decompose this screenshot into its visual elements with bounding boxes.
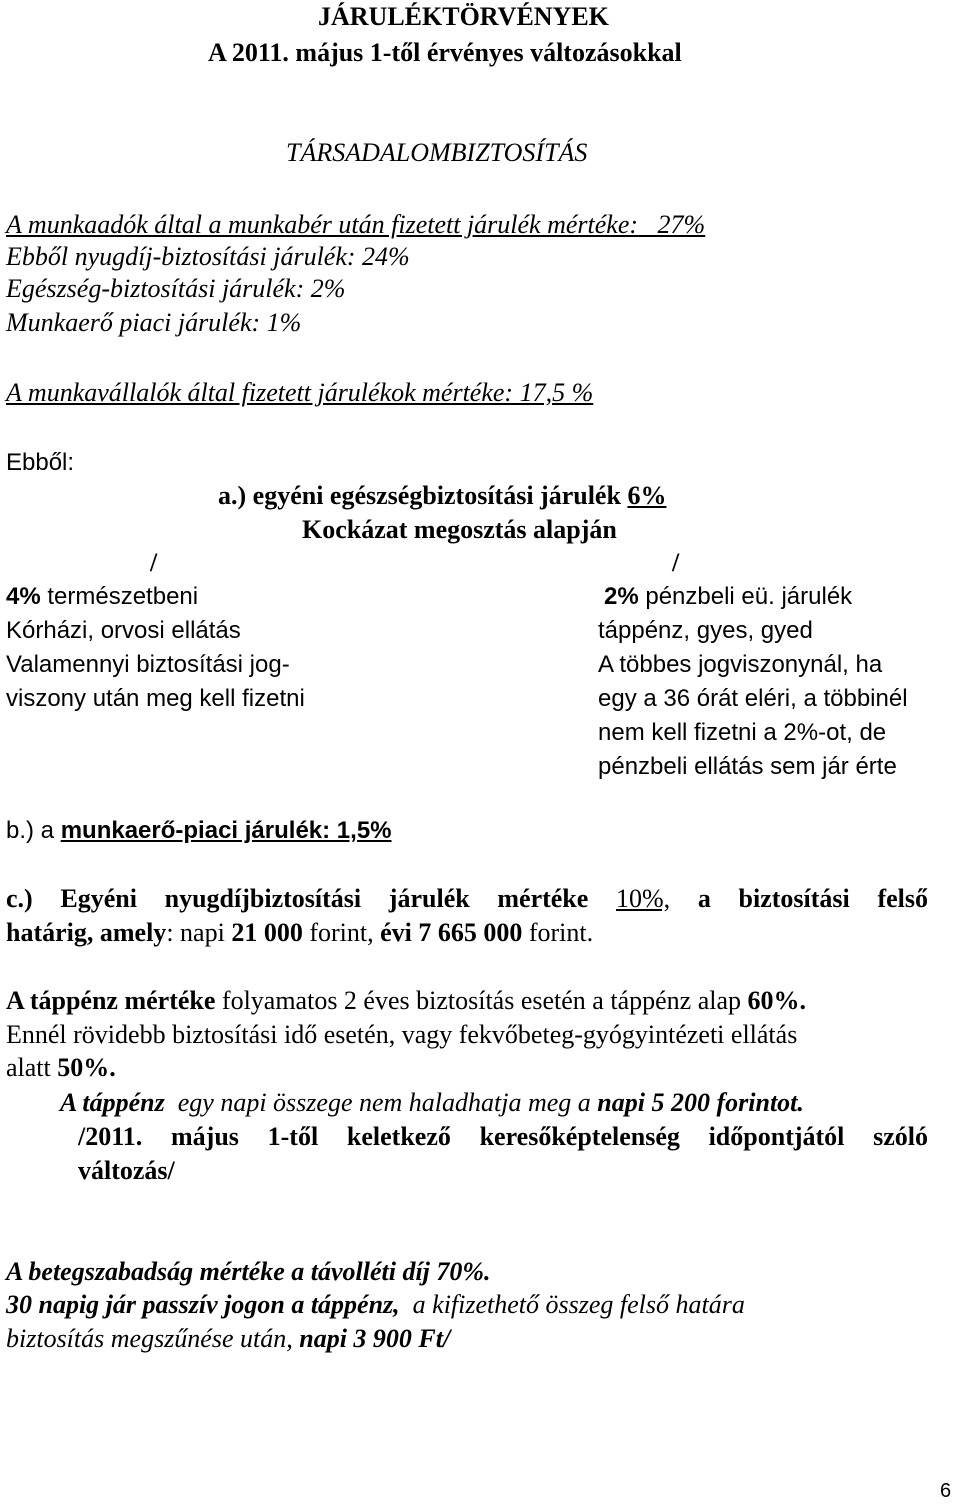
section-title: TÁRSADALOMBIZTOSÍTÁS [286,138,588,167]
sick-pay-limit-label: A táppénz [60,1088,165,1117]
pension-employee-line-2 [6,918,593,948]
pension-cap-currency: forint, [309,918,374,947]
in-kind-label: természetbeni [47,583,199,610]
pension-cap-currency-2: forint. [528,918,594,947]
employer-contribution [6,210,705,240]
in-kind-title [6,582,198,612]
labour-market-contribution: Munkaerő piaci járulék: 1% [6,308,302,337]
sick-pay-label: A táppénz mértéke [6,986,216,1015]
sick-pay-note-1: /2011. május 1-től keletkező keresőképtelenség időpontjától szóló [78,1122,928,1151]
in-kind-rate: 4% [6,583,41,610]
sick-pay-short-rate: 50%. [57,1053,116,1082]
labour-market-employee-line [6,816,392,846]
in-kind-line: viszony után meg kell fizetni [6,685,305,712]
sick-pay-limit-text: egy napi összege nem haladhatja meg a [177,1088,591,1117]
labour-market-prefix: b.) a [6,817,55,844]
pension-employee-line-1 [6,884,928,914]
passive-right-text: 30 napig jár passzív jogon a táppénz, [6,1290,400,1319]
risk-sharing-label: Kockázat megosztás alapján [302,515,617,544]
cash-benefit-line: egy a 36 órát eléri, a többinél [598,685,908,712]
sick-pay-note-2: változás/ [78,1156,175,1185]
document-title: JÁRULÉKTÖRVÉNYEK [318,2,609,31]
sick-pay-rate: 60%. [747,986,806,1015]
sick-pay-line-2: Ennél rövidebb biztosítási idő esetén, vagy fekvőbeteg-gyógyintézeti ellátás [6,1020,798,1049]
pension-cap-daily: 21 000 [231,918,303,947]
split-slash-left: / [150,548,158,577]
employer-contribution-text: A munkaadók által a munkabér után fizetett járulék mértéke: [6,210,639,239]
health-insurance-line [218,481,666,511]
cash-benefit-rate: 2% [604,583,639,610]
cash-benefit-title [604,582,852,612]
employer-rate: 27% [657,210,706,239]
pension-cap-daily-label: : napi [166,918,225,947]
pension-employee-text: c.) Egyéni nyugdíjbiztosítási járulék mértéke [6,884,589,913]
payable-limit-text: a kifizethető összeg felső határa [412,1290,745,1319]
cash-benefit-label: pénzbeli eü. járulék [645,583,853,610]
cash-benefit-line: pénzbeli ellátás sem jár érte [598,753,897,780]
pension-cap-yearly: évi 7 665 000 [380,918,523,947]
sick-pay-short-text: alatt [6,1053,51,1082]
sick-pay-line-1 [6,986,806,1016]
pension-contribution: Ebből nyugdíj-biztosítási járulék: 24% [6,242,410,271]
sick-pay-limit-amount: napi 5 200 forintot. [597,1088,804,1117]
daily-limit-text: napi 3 900 Ft/ [299,1324,451,1353]
in-kind-line: Valamennyi biztosítási jog- [6,651,290,678]
sick-pay-text: folyamatos 2 éves biztosítás esetén a táppénz alap [221,986,741,1015]
split-slash-right: / [672,548,680,577]
sick-leave-line-2 [6,1290,745,1320]
cash-benefit-line: táppénz, gyes, gyed [598,617,813,644]
sick-leave-line-3 [6,1324,450,1354]
pension-employee-cap: a biztosítási felső [697,884,928,913]
employee-contribution: A munkavállalók által fizetett járulékok mértéke: 17,5 % [6,378,594,407]
cash-benefit-line: nem kell fizetni a 2%-ot, de [598,719,887,746]
sick-pay-line-4 [60,1088,804,1118]
pension-employee-rate: 10%, [616,884,671,913]
sick-pay-line-3 [6,1053,116,1083]
page-number: 6 [940,1480,952,1502]
health-insurance-text: a.) egyéni egészségbiztosítási járulék [218,481,621,510]
labour-market-rate-text: munkaerő-piaci járulék: 1,5% [60,817,392,844]
pension-cap-text: határig, amely [6,918,167,947]
insurance-end-text: biztosítás megszűnése után, [6,1324,293,1353]
breakdown-intro: Ebből: [6,449,75,476]
sick-leave-line-1: A betegszabadság mértéke a távolléti díj 70%. [6,1257,491,1286]
document-subtitle: A 2011. május 1-től érvényes változásokkal [208,38,682,67]
health-insurance-rate: 6% [627,481,667,510]
in-kind-line: Kórházi, orvosi ellátás [6,617,241,644]
health-contribution: Egészség-biztosítási járulék: 2% [6,274,346,303]
cash-benefit-line: A többes jogviszonynál, ha [598,651,883,678]
